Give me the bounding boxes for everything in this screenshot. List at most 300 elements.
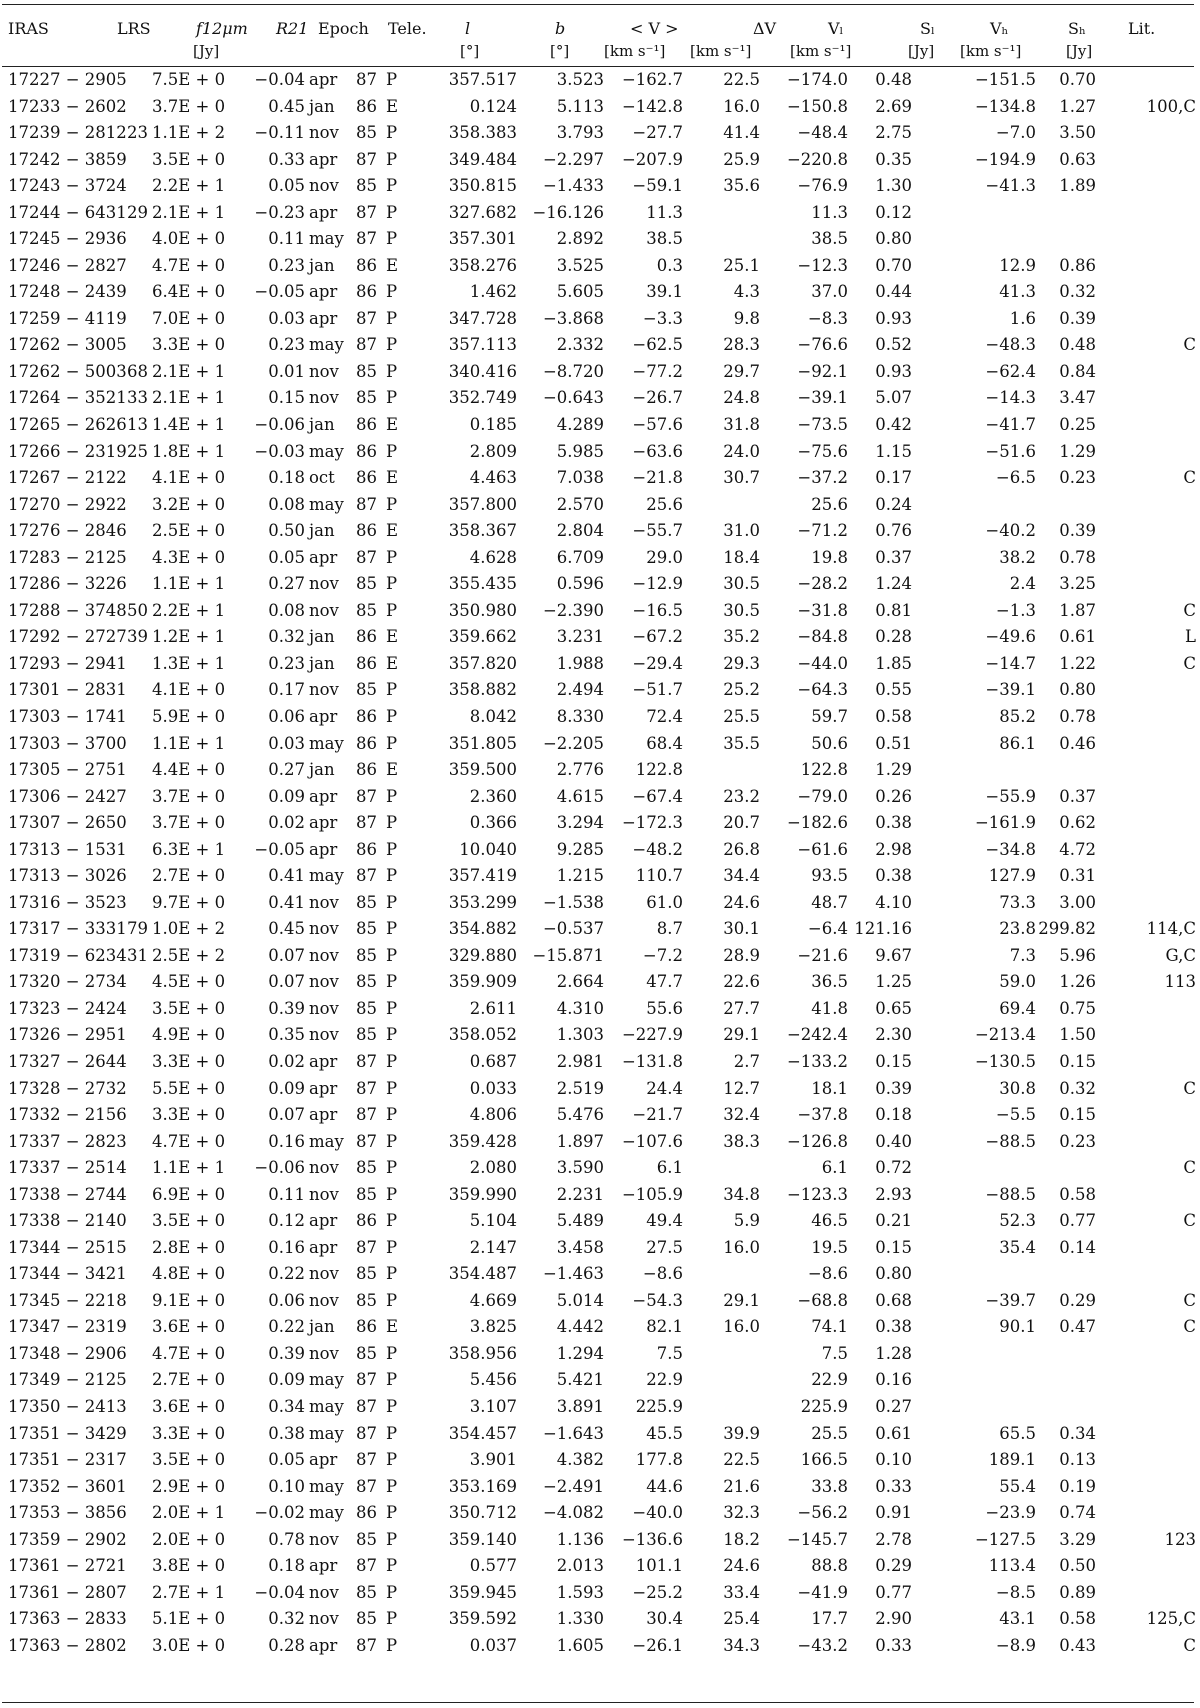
cell-delta-velocity: 25.4	[723, 1609, 760, 1629]
cell-gal-longitude: 350.712	[448, 1503, 517, 1523]
cell-gal-latitude: 2.332	[556, 335, 604, 355]
cell-mean-velocity: 68.4	[646, 733, 683, 753]
cell-epoch-year: 86	[356, 1317, 377, 1337]
cell-low-velocity: 88.8	[811, 1556, 848, 1576]
cell-epoch-year: 86	[356, 415, 377, 435]
cell-iras-name: 17243 − 3724	[8, 176, 127, 196]
cell-gal-longitude: 357.301	[448, 229, 517, 249]
cell-f12-flux: 2.5E + 0	[152, 521, 226, 541]
cell-high-flux: 0.89	[1059, 1582, 1096, 1602]
cell-high-flux: 3.47	[1059, 388, 1096, 408]
cell-epoch-year: 87	[356, 1131, 377, 1151]
cell-low-velocity: 25.5	[811, 1423, 848, 1443]
cell-mean-velocity: −16.5	[632, 600, 683, 620]
cell-low-velocity: −39.1	[797, 388, 848, 408]
cell-low-velocity: 7.5	[821, 1343, 848, 1363]
cell-r21-color: 0.16	[268, 1131, 305, 1151]
cell-epoch-month: nov	[309, 361, 339, 381]
cell-telescope: P	[386, 919, 398, 939]
cell-mean-velocity: 45.5	[646, 1423, 683, 1443]
cell-gal-longitude: 357.820	[448, 653, 517, 673]
cell-high-flux: 0.58	[1059, 1184, 1096, 1204]
cell-epoch-month: apr	[309, 839, 338, 859]
cell-r21-color: 0.28	[268, 1635, 305, 1655]
cell-epoch-year: 85	[356, 1158, 377, 1178]
cell-low-flux: 0.38	[875, 813, 912, 833]
header-l-unit: [°]	[460, 42, 480, 60]
cell-low-flux: 2.75	[875, 123, 912, 143]
cell-high-velocity: 85.2	[999, 706, 1036, 726]
cell-literature: L	[1185, 627, 1196, 647]
cell-gal-latitude: −15.871	[532, 945, 604, 965]
cell-gal-longitude: 351.805	[448, 733, 517, 753]
cell-gal-latitude: 4.615	[556, 786, 604, 806]
cell-epoch-month: nov	[309, 1343, 339, 1363]
cell-high-velocity: −151.5	[974, 70, 1036, 89]
cell-epoch-year: 87	[356, 1476, 377, 1496]
cell-high-velocity: −14.3	[985, 388, 1036, 408]
cell-telescope: E	[386, 1317, 399, 1337]
cell-high-flux: 0.32	[1059, 282, 1096, 302]
cell-r21-color: 0.50	[268, 521, 305, 541]
cell-high-velocity: −130.5	[974, 1051, 1036, 1071]
cell-telescope: P	[386, 441, 398, 461]
cell-gal-latitude: 1.303	[556, 1025, 604, 1045]
cell-low-velocity: 74.1	[811, 1317, 848, 1337]
cell-delta-velocity: 34.4	[723, 866, 760, 886]
cell-telescope: P	[386, 1476, 398, 1496]
cell-gal-longitude: 353.299	[448, 892, 517, 912]
cell-mean-velocity: −105.9	[621, 1184, 683, 1204]
cell-gal-latitude: 2.570	[556, 494, 604, 514]
cell-low-flux: 0.21	[875, 1211, 912, 1231]
cell-high-flux: 0.23	[1059, 468, 1096, 488]
cell-low-velocity: 38.5	[811, 229, 848, 249]
cell-f12-flux: 6.4E + 0	[152, 282, 226, 302]
cell-low-flux: 0.48	[875, 70, 912, 89]
cell-low-flux: 0.55	[875, 680, 912, 700]
cell-delta-velocity: 25.2	[723, 680, 760, 700]
cell-iras-name: 17283 − 2125	[8, 547, 127, 567]
cell-f12-flux: 2.5E + 2	[152, 945, 226, 965]
cell-epoch-year: 86	[356, 96, 377, 116]
cell-low-flux: 0.72	[875, 1158, 912, 1178]
cell-low-flux: 0.93	[875, 308, 912, 328]
cell-epoch-month: may	[309, 1370, 344, 1390]
cell-gal-longitude: 3.825	[469, 1317, 517, 1337]
cell-r21-color: 0.05	[268, 547, 305, 567]
header-v-unit: [km s⁻¹]	[604, 42, 666, 60]
cell-epoch-year: 85	[356, 1609, 377, 1629]
cell-epoch-year: 85	[356, 574, 377, 594]
cell-high-flux: 0.63	[1059, 149, 1096, 169]
cell-epoch-year: 87	[356, 1556, 377, 1576]
cell-gal-latitude: 4.289	[556, 415, 604, 435]
cell-mean-velocity: 25.6	[646, 494, 683, 514]
cell-mean-velocity: −29.4	[632, 653, 683, 673]
cell-epoch-month: jan	[309, 96, 335, 116]
cell-low-flux: 0.24	[875, 494, 912, 514]
cell-low-velocity: −133.2	[786, 1051, 848, 1071]
cell-iras-name: 17262 − 3005	[8, 335, 127, 355]
cell-mean-velocity: −26.7	[632, 388, 683, 408]
cell-epoch-year: 87	[356, 1078, 377, 1098]
cell-high-flux: 3.25	[1059, 574, 1096, 594]
cell-lrs-class: 23	[127, 123, 148, 143]
cell-mean-velocity: −3.3	[642, 308, 683, 328]
cell-gal-latitude: −0.643	[542, 388, 604, 408]
cell-telescope: P	[386, 229, 398, 249]
cell-delta-velocity: 32.4	[723, 1105, 760, 1125]
cell-f12-flux: 3.5E + 0	[152, 149, 226, 169]
cell-mean-velocity: 8.7	[656, 919, 683, 939]
cell-low-flux: 0.51	[875, 733, 912, 753]
cell-iras-name: 17246 − 2827	[8, 255, 127, 275]
cell-high-flux: 0.74	[1059, 1503, 1096, 1523]
cell-literature: G,C	[1165, 945, 1196, 965]
cell-high-velocity: −7.0	[995, 123, 1036, 143]
cell-high-flux: 0.62	[1059, 813, 1096, 833]
cell-gal-longitude: 359.500	[448, 760, 517, 780]
cell-mean-velocity: −107.6	[621, 1131, 683, 1151]
header-sh-unit: [Jy]	[1066, 42, 1093, 60]
cell-gal-latitude: −0.537	[542, 919, 604, 939]
cell-mean-velocity: −54.3	[632, 1290, 683, 1310]
cell-high-flux: 0.39	[1059, 308, 1096, 328]
cell-f12-flux: 3.5E + 0	[152, 998, 226, 1018]
cell-gal-longitude: 0.577	[469, 1556, 517, 1576]
cell-literature: C	[1183, 335, 1196, 355]
cell-epoch-month: nov	[309, 1264, 339, 1284]
cell-r21-color: 0.11	[268, 1184, 305, 1204]
cell-gal-longitude: 0.687	[469, 1051, 517, 1071]
cell-f12-flux: 1.1E + 1	[152, 1158, 226, 1178]
cell-epoch-month: jan	[309, 255, 335, 275]
cell-gal-longitude: 357.517	[448, 70, 517, 89]
cell-telescope: P	[386, 998, 398, 1018]
cell-epoch-year: 87	[356, 866, 377, 886]
cell-iras-name: 17363 − 2833	[8, 1609, 127, 1629]
cell-gal-longitude: 358.882	[448, 680, 517, 700]
cell-epoch-year: 85	[356, 123, 377, 143]
cell-epoch-year: 85	[356, 680, 377, 700]
cell-epoch-year: 85	[356, 1529, 377, 1549]
cell-epoch-month: nov	[309, 892, 339, 912]
cell-gal-latitude: −16.126	[532, 202, 604, 222]
cell-gal-latitude: 3.523	[556, 70, 604, 89]
cell-epoch-month: apr	[309, 1450, 338, 1470]
cell-low-velocity: 11.3	[811, 202, 848, 222]
cell-telescope: P	[386, 813, 398, 833]
cell-high-flux: 0.29	[1059, 1290, 1096, 1310]
cell-r21-color: 0.03	[268, 733, 305, 753]
cell-high-velocity: −8.5	[995, 1582, 1036, 1602]
cell-delta-velocity: 29.7	[723, 361, 760, 381]
cell-gal-latitude: −2.390	[542, 600, 604, 620]
cell-gal-longitude: 357.419	[448, 866, 517, 886]
cell-f12-flux: 1.0E + 2	[152, 919, 226, 939]
cell-gal-latitude: −1.538	[542, 892, 604, 912]
cell-low-velocity: −84.8	[797, 627, 848, 647]
cell-iras-name: 17328 − 2732	[8, 1078, 127, 1098]
cell-f12-flux: 2.7E + 0	[152, 1370, 226, 1390]
cell-mean-velocity: −77.2	[632, 361, 683, 381]
cell-literature: 123	[1164, 1529, 1196, 1549]
cell-literature: 100,C	[1146, 96, 1196, 116]
cell-low-flux: 2.30	[875, 1025, 912, 1045]
cell-epoch-month: nov	[309, 1025, 339, 1045]
cell-telescope: P	[386, 945, 398, 965]
cell-low-velocity: 41.8	[811, 998, 848, 1018]
cell-gal-longitude: 327.682	[448, 202, 517, 222]
cell-low-velocity: 22.9	[811, 1370, 848, 1390]
cell-delta-velocity: 30.1	[723, 919, 760, 939]
cell-epoch-year: 85	[356, 1290, 377, 1310]
cell-low-velocity: 225.9	[800, 1397, 848, 1416]
cell-r21-color: 0.78	[268, 1529, 305, 1549]
cell-epoch-month: may	[309, 441, 344, 461]
cell-epoch-year: 86	[356, 760, 377, 780]
cell-low-velocity: −92.1	[797, 361, 848, 381]
cell-r21-color: −0.05	[254, 282, 305, 302]
cell-delta-velocity: 33.4	[723, 1582, 760, 1602]
cell-high-velocity: 30.8	[999, 1078, 1036, 1098]
cell-r21-color: −0.11	[254, 123, 305, 143]
cell-gal-longitude: 347.728	[448, 308, 517, 328]
cell-r21-color: −0.04	[254, 1582, 305, 1602]
cell-epoch-year: 85	[356, 972, 377, 992]
cell-epoch-month: apr	[309, 706, 338, 726]
cell-delta-velocity: 4.3	[733, 282, 760, 302]
cell-telescope: P	[386, 892, 398, 912]
cell-low-velocity: 37.0	[811, 282, 848, 302]
cell-gal-latitude: 2.664	[556, 972, 604, 992]
cell-delta-velocity: 24.6	[723, 892, 760, 912]
cell-iras-name: 17276 − 2846	[8, 521, 127, 541]
cell-telescope: P	[386, 839, 398, 859]
cell-delta-velocity: 29.1	[723, 1025, 760, 1045]
cell-telescope: P	[386, 1343, 398, 1363]
cell-epoch-month: apr	[309, 813, 338, 833]
cell-epoch-year: 87	[356, 1370, 377, 1390]
cell-gal-latitude: 5.113	[556, 96, 604, 116]
cell-epoch-month: may	[309, 1503, 344, 1523]
header-vh-unit: [km s⁻¹]	[960, 42, 1022, 60]
cell-gal-longitude: 0.185	[469, 415, 517, 435]
cell-delta-velocity: 30.5	[723, 574, 760, 594]
cell-high-flux: 299.82	[1038, 919, 1096, 939]
cell-r21-color: 0.08	[268, 600, 305, 620]
cell-high-flux: 0.15	[1059, 1105, 1096, 1125]
cell-r21-color: −0.05	[254, 839, 305, 859]
cell-iras-name: 17359 − 2902	[8, 1529, 127, 1549]
cell-low-flux: 1.85	[875, 653, 912, 673]
cell-telescope: P	[386, 786, 398, 806]
cell-lrs-class: 31	[127, 945, 148, 965]
cell-lrs-class: 33	[127, 388, 148, 408]
cell-epoch-month: apr	[309, 1105, 338, 1125]
cell-low-velocity: −68.8	[797, 1290, 848, 1310]
cell-mean-velocity: −57.6	[632, 415, 683, 435]
cell-telescope: P	[386, 600, 398, 620]
cell-r21-color: 0.10	[268, 1476, 305, 1496]
cell-f12-flux: 3.3E + 0	[152, 1105, 226, 1125]
cell-gal-latitude: 0.596	[556, 574, 604, 594]
cell-low-velocity: 59.7	[811, 706, 848, 726]
cell-epoch-year: 86	[356, 255, 377, 275]
cell-literature: C	[1183, 1317, 1196, 1337]
cell-high-velocity: 90.1	[999, 1317, 1036, 1337]
cell-low-velocity: −71.2	[797, 521, 848, 541]
cell-delta-velocity: 39.9	[723, 1423, 760, 1443]
cell-telescope: P	[386, 1582, 398, 1602]
cell-iras-name: 17245 − 2936	[8, 229, 127, 249]
cell-telescope: P	[386, 1264, 398, 1284]
cell-gal-latitude: 1.136	[556, 1529, 604, 1549]
cell-f12-flux: 1.3E + 1	[152, 653, 226, 673]
cell-f12-flux: 3.5E + 0	[152, 1211, 226, 1231]
cell-mean-velocity: 11.3	[646, 202, 683, 222]
cell-epoch-month: may	[309, 866, 344, 886]
cell-iras-name: 17227 − 2905	[8, 70, 127, 89]
cell-epoch-month: apr	[309, 149, 338, 169]
cell-f12-flux: 3.7E + 0	[152, 786, 226, 806]
cell-high-velocity: 86.1	[999, 733, 1036, 753]
cell-literature: C	[1183, 600, 1196, 620]
cell-gal-latitude: 2.981	[556, 1051, 604, 1071]
cell-epoch-month: may	[309, 229, 344, 249]
cell-epoch-year: 86	[356, 706, 377, 726]
cell-gal-latitude: 4.310	[556, 998, 604, 1018]
cell-low-flux: 1.25	[875, 972, 912, 992]
cell-f12-flux: 1.1E + 2	[152, 123, 226, 143]
cell-lrs-class: 13	[127, 415, 148, 435]
cell-gal-latitude: 2.231	[556, 1184, 604, 1204]
cell-iras-name: 17327 − 2644	[8, 1051, 127, 1071]
cell-gal-longitude: 349.484	[448, 149, 517, 169]
cell-f12-flux: 2.1E + 1	[152, 388, 226, 408]
cell-epoch-year: 85	[356, 600, 377, 620]
cell-low-velocity: −75.6	[797, 441, 848, 461]
cell-delta-velocity: 22.5	[723, 1450, 760, 1470]
cell-epoch-year: 87	[356, 229, 377, 249]
cell-delta-velocity: 18.2	[723, 1529, 760, 1549]
cell-iras-name: 17239 − 2812	[8, 123, 127, 143]
header-l: l	[465, 19, 471, 38]
cell-r21-color: 0.02	[268, 1051, 305, 1071]
cell-r21-color: 0.16	[268, 1237, 305, 1257]
cell-low-flux: 0.28	[875, 627, 912, 647]
cell-iras-name: 17326 − 2951	[8, 1025, 127, 1045]
cell-mean-velocity: 38.5	[646, 229, 683, 249]
cell-epoch-month: jan	[309, 760, 335, 780]
cell-high-velocity: −1.3	[995, 600, 1036, 620]
cell-iras-name: 17323 − 2424	[8, 998, 127, 1018]
cell-low-flux: 0.33	[875, 1476, 912, 1496]
cell-low-flux: 1.15	[875, 441, 912, 461]
cell-mean-velocity: −12.9	[632, 574, 683, 594]
cell-f12-flux: 2.7E + 0	[152, 866, 226, 886]
cell-epoch-month: may	[309, 1397, 344, 1416]
cell-gal-latitude: 8.330	[556, 706, 604, 726]
cell-gal-longitude: 354.457	[448, 1423, 517, 1443]
cell-low-velocity: −8.6	[807, 1264, 848, 1284]
cell-iras-name: 17267 − 2122	[8, 468, 127, 488]
cell-mean-velocity: −62.5	[632, 335, 683, 355]
cell-mean-velocity: 122.8	[635, 760, 683, 780]
cell-gal-longitude: 10.040	[459, 839, 517, 859]
cell-high-flux: 0.86	[1059, 255, 1096, 275]
cell-f12-flux: 2.1E + 1	[152, 202, 226, 222]
cell-gal-latitude: 5.489	[556, 1211, 604, 1231]
cell-f12-flux: 3.3E + 0	[152, 335, 226, 355]
cell-low-velocity: −8.3	[807, 308, 848, 328]
cell-high-velocity: 52.3	[999, 1211, 1036, 1231]
cell-high-velocity: −8.9	[995, 1635, 1036, 1655]
top-rule	[2, 4, 1194, 5]
cell-gal-latitude: 4.442	[556, 1317, 604, 1337]
cell-epoch-year: 85	[356, 1184, 377, 1204]
cell-gal-latitude: 1.294	[556, 1343, 604, 1363]
cell-gal-latitude: 6.709	[556, 547, 604, 567]
header-vl: Vₗ	[828, 19, 844, 38]
cell-gal-longitude: 357.113	[448, 335, 517, 355]
cell-high-velocity: −5.5	[995, 1105, 1036, 1125]
cell-mean-velocity: −63.6	[632, 441, 683, 461]
cell-gal-latitude: 3.294	[556, 813, 604, 833]
cell-r21-color: 0.09	[268, 786, 305, 806]
cell-low-velocity: −21.6	[797, 945, 848, 965]
cell-delta-velocity: 35.5	[723, 733, 760, 753]
cell-epoch-year: 85	[356, 1264, 377, 1284]
cell-iras-name: 17242 − 3859	[8, 149, 127, 169]
cell-gal-latitude: 2.776	[556, 760, 604, 780]
cell-low-velocity: 6.1	[821, 1158, 848, 1178]
cell-telescope: P	[386, 1370, 398, 1390]
cell-iras-name: 17313 − 1531	[8, 839, 127, 859]
cell-iras-name: 17316 − 3523	[8, 892, 127, 912]
cell-high-velocity: −51.6	[985, 441, 1036, 461]
cell-mean-velocity: 44.6	[646, 1476, 683, 1496]
cell-mean-velocity: 6.1	[656, 1158, 683, 1178]
cell-iras-name: 17337 − 2823	[8, 1131, 127, 1151]
header-r21: R21	[276, 19, 309, 38]
cell-epoch-year: 85	[356, 892, 377, 912]
cell-f12-flux: 5.9E + 0	[152, 706, 226, 726]
cell-telescope: P	[386, 972, 398, 992]
cell-r21-color: 0.09	[268, 1370, 305, 1390]
header-vh: Vₕ	[990, 19, 1009, 38]
cell-iras-name: 17338 − 2140	[8, 1211, 127, 1231]
cell-delta-velocity: 29.3	[723, 653, 760, 673]
cell-epoch-year: 87	[356, 547, 377, 567]
cell-high-flux: 0.77	[1059, 1211, 1096, 1231]
cell-gal-latitude: −2.297	[542, 149, 604, 169]
header-lrs: LRS	[117, 19, 151, 38]
cell-r21-color: 0.23	[268, 653, 305, 673]
cell-iras-name: 17351 − 2317	[8, 1450, 127, 1470]
cell-low-flux: 5.07	[875, 388, 912, 408]
cell-high-flux: 0.13	[1059, 1450, 1096, 1470]
cell-telescope: P	[386, 308, 398, 328]
cell-mean-velocity: −26.1	[632, 1635, 683, 1655]
cell-epoch-month: nov	[309, 1290, 339, 1310]
cell-mean-velocity: 82.1	[646, 1317, 683, 1337]
cell-low-flux: 2.90	[875, 1609, 912, 1629]
cell-gal-longitude: 358.367	[448, 521, 517, 541]
cell-low-flux: 0.68	[875, 1290, 912, 1310]
cell-epoch-month: nov	[309, 998, 339, 1018]
